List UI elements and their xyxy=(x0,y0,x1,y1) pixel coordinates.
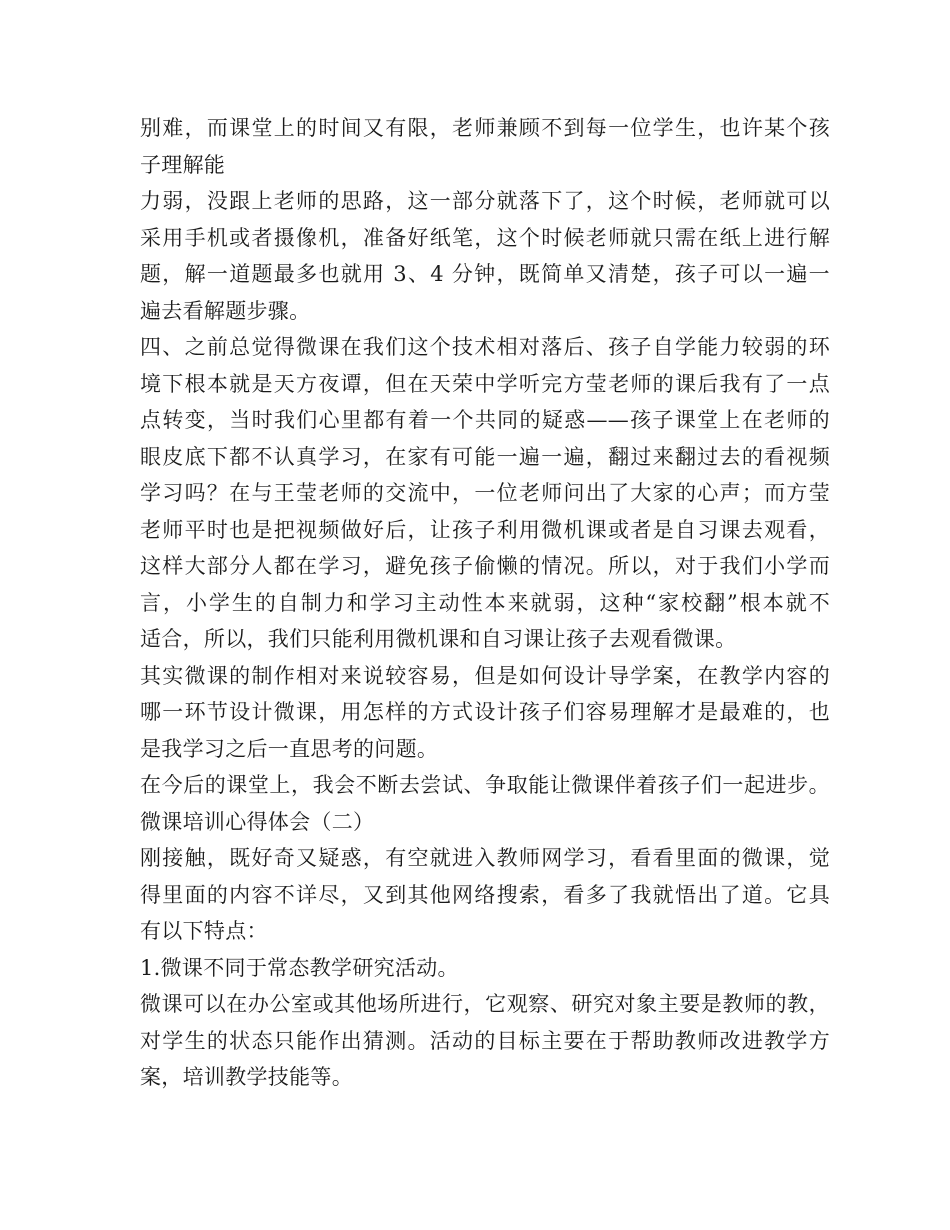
text-line: 案，培训教学技能等。 xyxy=(140,1065,353,1089)
text-line: 言，小学生的自制力和学习主动性本来就弱，这种“家校翻”根本就不 xyxy=(140,590,830,615)
document-body xyxy=(140,110,830,1096)
text-line: 这样大部分人都在学习，避免孩子偷懒的情况。所以，对于我们小学而 xyxy=(140,554,830,578)
text-line: 是我学习之后一直思考的问题。 xyxy=(140,736,439,761)
text-line: 采用手机或者摄像机，准备好纸笔，这个时候老师就只需在纸上进行解 xyxy=(140,225,830,250)
text-line: 微课可以在办公室或其他场所进行，它观察、研究对象主要是教师的教， xyxy=(140,992,830,1016)
text-line: 老师平时也是把视频做好后，让孩子利用微机课或者是自习课去观看， xyxy=(140,517,830,542)
text-line: 哪一环节设计微课，用怎样的方式设计孩子们容易理解才是最难的，也 xyxy=(140,700,830,724)
text-line: 在今后的课堂上，我会不断去尝试、争取能让微课伴着孩子们一起进步。 xyxy=(140,773,830,797)
text-line: 1.微课不同于常态教学研究活动。 xyxy=(140,955,459,980)
text-line: 得里面的内容不详尽，又到其他网络搜索，看多了我就悟出了道。它具 xyxy=(140,882,830,907)
text-line: 有以下特点： xyxy=(140,919,268,943)
text-line: 遍去看解题步骤。 xyxy=(140,298,311,323)
text-line: 力弱，没跟上老师的思路，这一部分就落下了，这个时候，老师就可以 xyxy=(140,189,830,213)
text-line: 眼皮底下都不认真学习，在家有可能一遍一遍，翻过来翻过去的看视频 xyxy=(140,444,830,469)
text-line: 四、之前总觉得微课在我们这个技术相对落后、孩子自学能力较弱的环 xyxy=(140,335,830,359)
text-line: 适合，所以，我们只能利用微机课和自习课让孩子去观看微课。 xyxy=(140,627,737,651)
text-line: 境下根本就是天方夜谭，但在天荣中学听完方莹老师的课后我有了一点 xyxy=(140,371,830,396)
text-line: 点转变，当时我们心里都有着一个共同的疑惑——孩子课堂上在老师的 xyxy=(140,408,830,432)
text-line: 微课培训心得体会（二） xyxy=(140,809,375,834)
text-line: 学习吗？在与王莹老师的交流中，一位老师问出了大家的心声；而方莹 xyxy=(140,481,830,505)
text-line: 其实微课的制作相对来说较容易，但是如何设计导学案，在教学内容的 xyxy=(140,663,830,688)
text-line: 题，解一道题最多也就用 3、4 分钟，既简单又清楚，孩子可以一遍一 xyxy=(140,262,830,286)
text-line: 子理解能 xyxy=(140,152,226,177)
text-line: 别难，而课堂上的时间又有限，老师兼顾不到每一位学生，也许某个孩 xyxy=(140,116,830,140)
text-line: 对学生的状态只能作出猜测。活动的目标主要在于帮助教师改进教学方 xyxy=(140,1028,830,1053)
text-line: 刚接触，既好奇又疑惑，有空就进入教师网学习，看看里面的微课，觉 xyxy=(140,846,830,870)
